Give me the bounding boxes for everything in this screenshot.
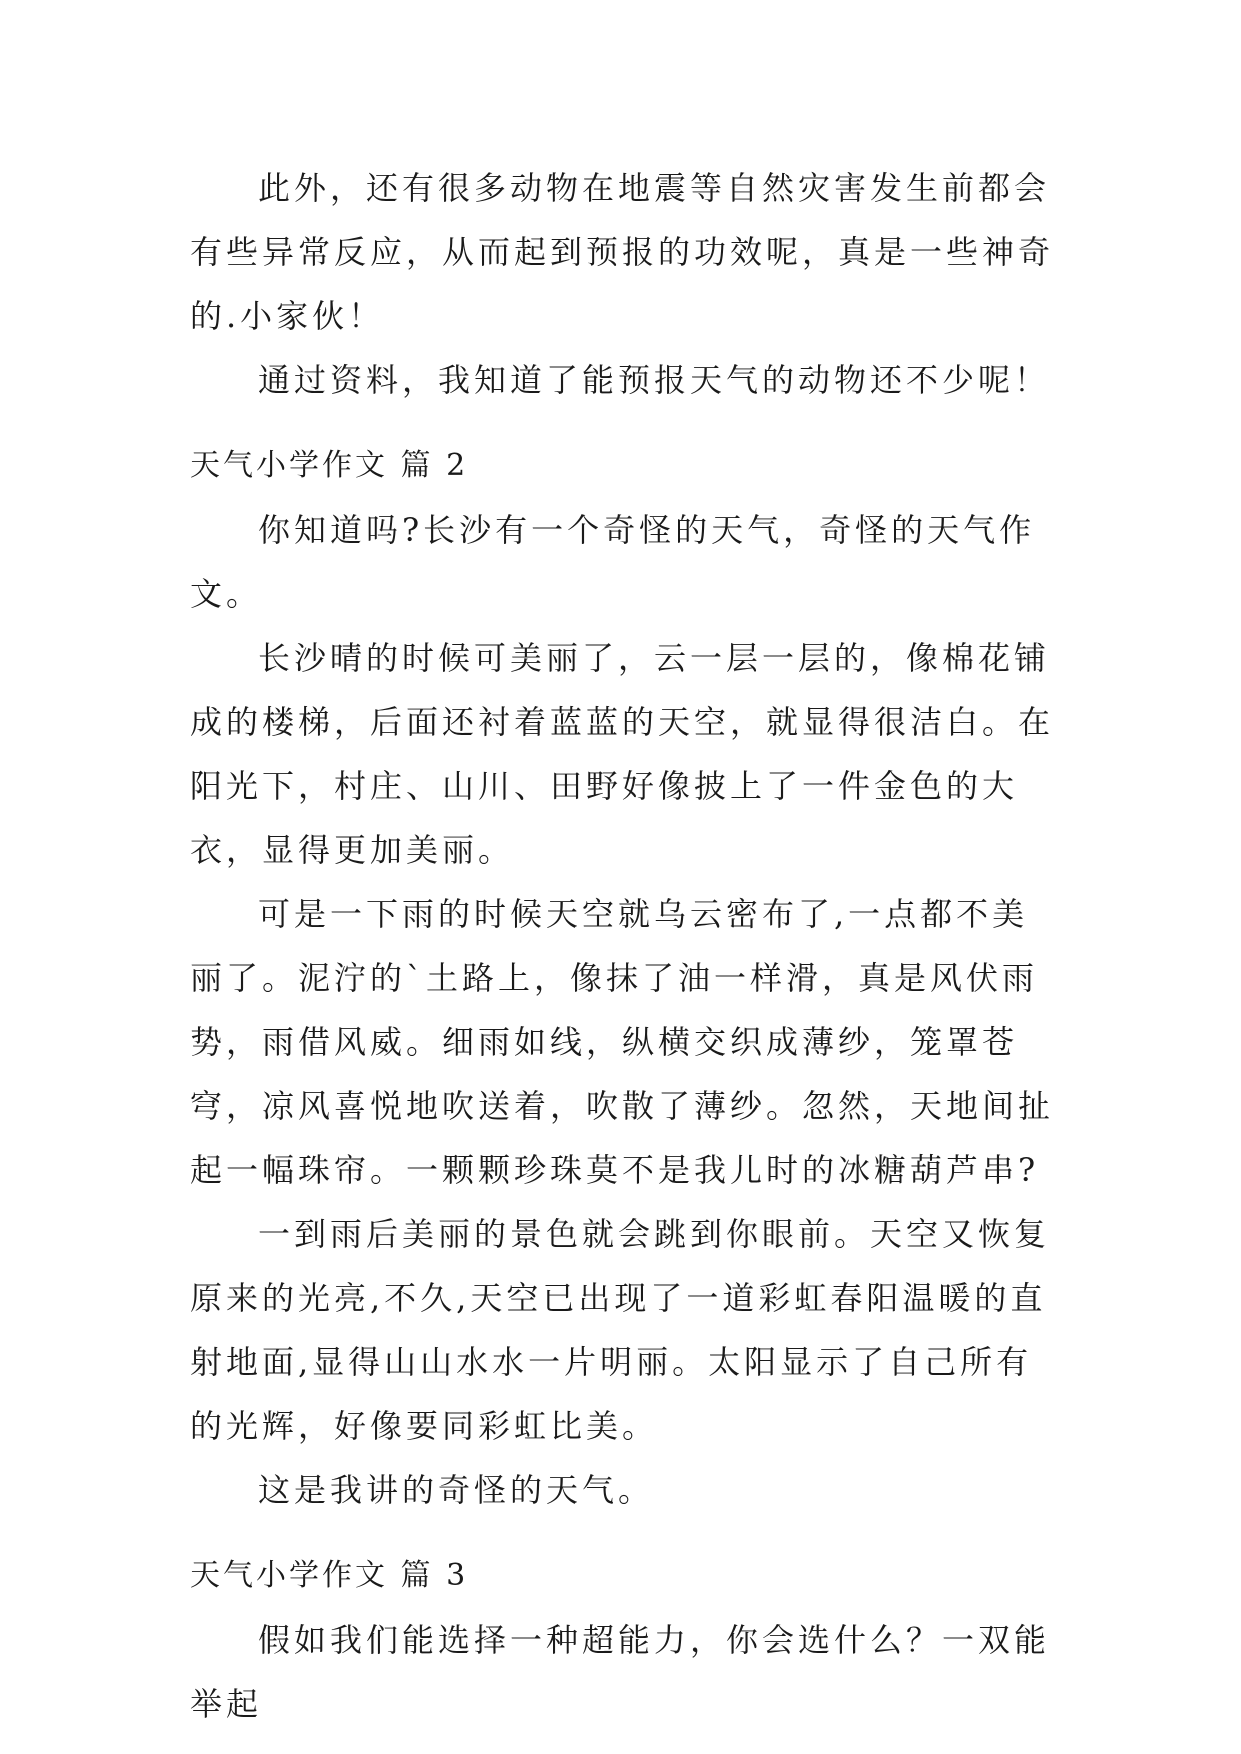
paragraph: 你知道吗?长沙有一个奇怪的天气，奇怪的天气作文。 (190, 511, 1036, 613)
paragraph: 假如我们能选择一种超能力，你会选什么？一双能举起 (190, 1621, 1051, 1723)
section-heading: 天气小学作文 篇 3 (190, 1558, 469, 1593)
document-body (190, 156, 1060, 1736)
paragraph: 这是我讲的奇怪的天气。 (258, 1471, 655, 1509)
section-heading: 天气小学作文 篇 2 (190, 448, 469, 483)
paragraph: 一到雨后美丽的景色就会跳到你眼前。天空又恢复原来的光亮,不久,天空已出现了一道彩虹春阳温暖的直射地面,显得山山水水一片明丽。太阳显示了自己所有的光辉，好像要同彩虹比美。 (190, 1215, 1051, 1445)
paragraph: 长沙晴的时候可美丽了，云一层一层的，像棉花铺成的楼梯，后面还衬着蓝蓝的天空，就显得很洁白。在阳光下，村庄、山川、田野好像披上了一件金色的大衣，显得更加美丽。 (190, 639, 1055, 869)
paragraph: 此外，还有很多动物在地震等自然灾害发生前都会有些异常反应，从而起到预报的功效呢，真是一些神奇的.小家伙！ (190, 169, 1055, 335)
paragraph: 可是一下雨的时候天空就乌云密布了,一点都不美丽了。泥泞的`土路上，像抹了油一样滑，真是风伏雨势，雨借风威。细雨如线，纵横交织成薄纱，笼罩苍穹，凉风喜悦地吹送着，吹散了薄纱。忽然，天地间扯起一幅珠帘。一颗颗珍珠莫不是我儿时的冰糖葫芦串? (190, 895, 1055, 1189)
paragraph: 通过资料，我知道了能预报天气的动物还不少呢！ (258, 361, 1051, 399)
